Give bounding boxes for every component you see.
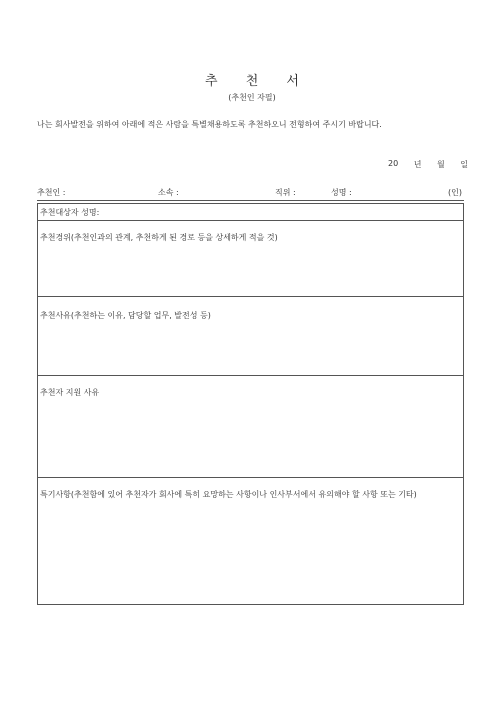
candidate-name-label: 추천대상자 성명: xyxy=(40,208,100,217)
date-month: 월 xyxy=(436,160,445,169)
header-divider xyxy=(37,200,464,201)
recommender-seal-label: (인) xyxy=(448,188,462,197)
date-year: 년 xyxy=(413,160,422,169)
motivation-field[interactable] xyxy=(37,375,464,478)
background-field[interactable] xyxy=(37,220,464,297)
document-subtitle: (추천인 자필) xyxy=(228,93,276,102)
recommender-dept-label: 소속 : xyxy=(158,188,179,197)
date-row xyxy=(388,159,468,170)
date-day: 일 xyxy=(460,160,468,169)
remarks-label: 특기사항(추천함에 있어 추천자가 회사에 특히 요망하는 사항이나 인사부서에서 유의해야 할 사항 또는 기타) xyxy=(40,490,417,499)
candidate-name-field[interactable] xyxy=(37,203,464,221)
recommender-signature-label: 성명 : xyxy=(331,188,352,197)
date-year-prefix: 20 xyxy=(388,159,399,168)
recommender-row xyxy=(37,187,465,199)
recommender-name-label: 추천인 : xyxy=(37,188,66,197)
intro-text: 나는 회사발전을 위하여 아래에 적은 사람을 특별채용하도록 추천하오니 전형하여 주시기 바랍니다. xyxy=(37,120,382,129)
reason-label: 추천사유(추천하는 이유, 담당할 업무, 발전성 등) xyxy=(40,311,211,320)
document-title: 추 천 서 xyxy=(205,74,311,89)
reason-field[interactable] xyxy=(37,296,464,376)
motivation-label: 추천자 지원 사유 xyxy=(40,388,100,397)
remarks-field[interactable] xyxy=(37,477,464,605)
background-label: 추천경위(추천인과의 관계, 추천하게 된 경로 등을 상세하게 적을 것) xyxy=(40,233,278,242)
recommender-position-label: 직위 : xyxy=(275,188,296,197)
